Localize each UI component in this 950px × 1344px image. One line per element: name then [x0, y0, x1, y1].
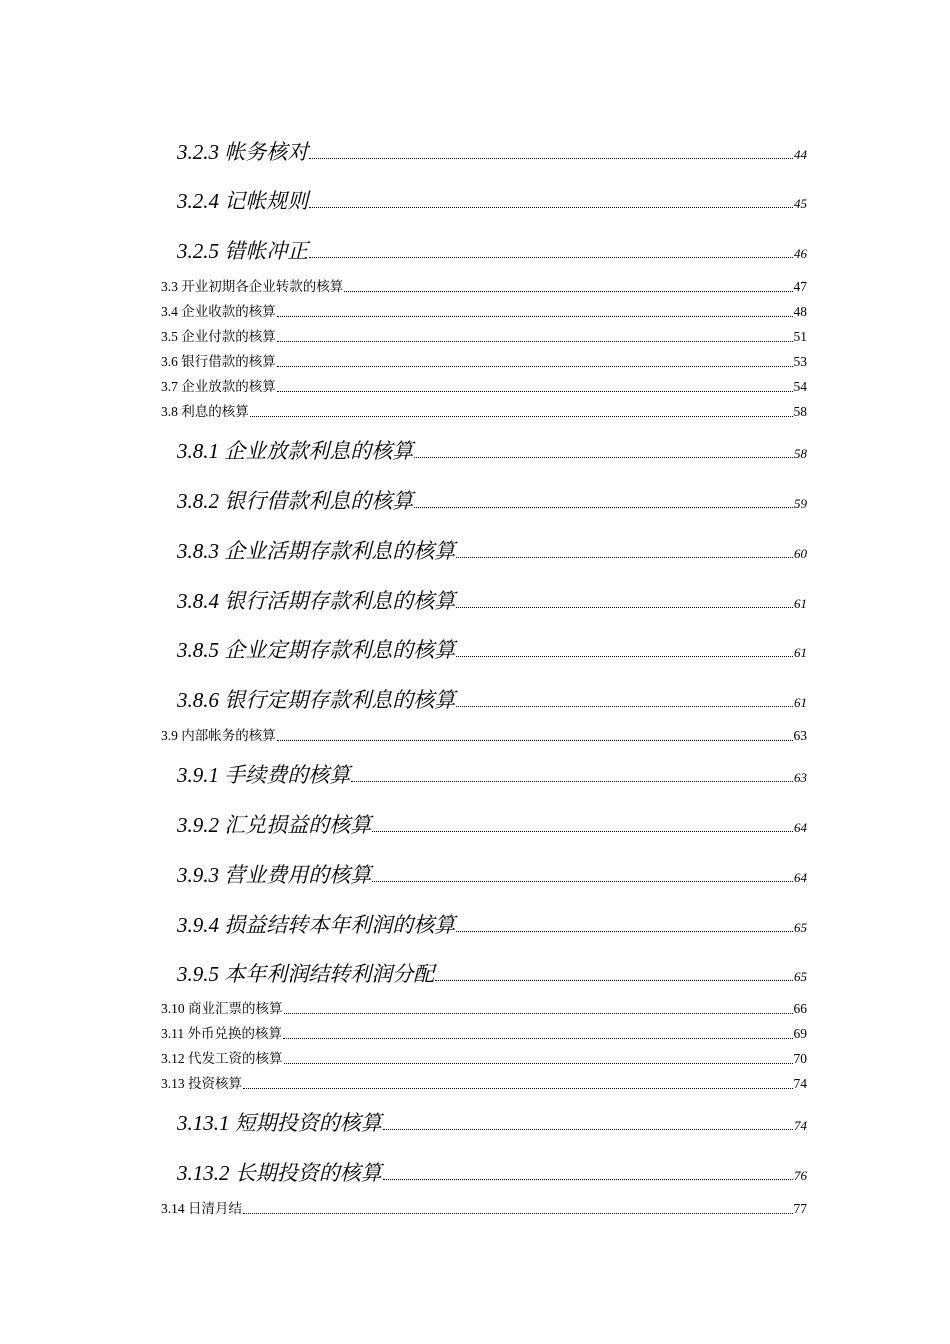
dot-leader [414, 507, 793, 508]
toc-entry-page: 54 [793, 379, 807, 394]
toc-entry-page: 77 [793, 1201, 807, 1216]
toc-entry-page: 44 [794, 147, 807, 162]
dot-leader [435, 980, 793, 981]
toc-entry-title: 营业费用的核算 [224, 863, 372, 887]
dot-leader [456, 656, 793, 657]
toc-entry-title: 帐务核对 [224, 140, 309, 164]
toc-entry-title: 内部帐务的核算 [181, 728, 276, 743]
toc-entry-page: 65 [794, 969, 807, 984]
toc-entry-title: 银行借款利息的核算 [224, 489, 414, 513]
dot-leader [456, 557, 793, 558]
toc-entry-3-8-2[interactable] [177, 485, 807, 513]
toc-entry-3-8-1[interactable] [177, 435, 807, 463]
dot-leader [309, 257, 793, 258]
toc-entry-page: 65 [794, 920, 807, 935]
toc-entry-3-3[interactable] [161, 277, 807, 295]
toc-entry-number: 3.8 [161, 404, 178, 419]
toc-entry-3-8-3[interactable] [177, 535, 807, 563]
toc-entry-number: 3.9.2 [177, 813, 219, 837]
toc-entry-page: 48 [793, 304, 807, 319]
dot-leader [351, 781, 793, 782]
toc-entry-page: 61 [794, 645, 807, 660]
toc-entry-3-8-5[interactable] [177, 634, 807, 662]
toc-entry-3-6[interactable] [161, 352, 807, 370]
dot-leader [456, 931, 793, 932]
toc-entry-3-10[interactable] [161, 999, 807, 1017]
toc-entry-title: 长期投资的核算 [234, 1161, 382, 1185]
toc-entry-title: 商业汇票的核算 [188, 1001, 283, 1016]
toc-entry-number: 3.13.1 [177, 1111, 230, 1135]
toc-entry-page: 47 [793, 279, 807, 294]
toc-entry-title: 利息的核算 [181, 404, 249, 419]
toc-entry-title: 外币兑换的核算 [187, 1026, 282, 1041]
dot-leader [309, 158, 793, 159]
toc-entry-number: 3.10 [161, 1001, 185, 1016]
toc-entry-number: 3.9.5 [177, 962, 219, 986]
toc-entry-title: 短期投资的核算 [234, 1111, 382, 1135]
toc-entry-page: 66 [793, 1001, 807, 1016]
toc-entry-title: 代发工资的核算 [188, 1051, 283, 1066]
toc-entry-number: 3.8.2 [177, 489, 219, 513]
toc-entry-number: 3.8.4 [177, 589, 219, 613]
toc-entry-page: 60 [794, 546, 807, 561]
toc-entry-title: 银行借款的核算 [181, 354, 276, 369]
toc-entry-title: 日清月结 [188, 1201, 242, 1216]
toc-entry-page: 74 [794, 1118, 807, 1133]
toc-entry-page: 74 [793, 1076, 807, 1091]
toc-entry-page: 51 [793, 329, 807, 344]
toc-entry-3-9-1[interactable] [177, 759, 807, 787]
dot-leader [383, 1129, 793, 1130]
toc-entry-3-12[interactable] [161, 1049, 807, 1067]
toc-entry-number: 3.2.5 [177, 239, 219, 263]
toc-entry-page: 64 [794, 870, 807, 885]
toc-entry-page: 63 [793, 728, 807, 743]
toc-entry-number: 3.6 [161, 354, 178, 369]
toc-entry-page: 69 [793, 1026, 807, 1041]
toc-entry-3-9[interactable] [161, 726, 807, 744]
toc-entry-page: 58 [793, 404, 807, 419]
dot-leader [283, 1038, 793, 1039]
toc-entry-page: 59 [794, 496, 807, 511]
toc-entry-number: 3.9.3 [177, 863, 219, 887]
toc-entry-title: 手续费的核算 [224, 763, 351, 787]
toc-entry-number: 3.9.4 [177, 913, 219, 937]
toc-entry-number: 3.8.1 [177, 439, 219, 463]
dot-leader [277, 391, 793, 392]
dot-leader [277, 366, 793, 367]
toc-entry-number: 3.12 [161, 1051, 185, 1066]
toc-entry-number: 3.13 [161, 1076, 185, 1091]
toc-entry-page: 53 [793, 354, 807, 369]
toc-entry-number: 3.8.3 [177, 539, 219, 563]
toc-entry-page: 61 [794, 596, 807, 611]
dot-leader [277, 740, 793, 741]
toc-entry-number: 3.14 [161, 1201, 185, 1216]
dot-leader [383, 1179, 793, 1180]
dot-leader [372, 881, 793, 882]
toc-entry-number: 3.3 [161, 279, 178, 294]
dot-leader [243, 1088, 793, 1089]
toc-entry-page: 76 [794, 1168, 807, 1183]
toc-entry-number: 3.2.4 [177, 189, 219, 213]
toc-entry-3-5[interactable] [161, 327, 807, 345]
toc-entry-page: 70 [793, 1051, 807, 1066]
toc-entry-title: 企业收款的核算 [181, 304, 276, 319]
toc-entry-title: 汇兑损益的核算 [224, 813, 372, 837]
toc-entry-title: 开业初期各企业转款的核算 [181, 279, 344, 294]
toc-entry-title: 错帐冲正 [224, 239, 309, 263]
dot-leader [277, 316, 793, 317]
toc-entry-title: 损益结转本年利润的核算 [224, 913, 456, 937]
toc-entry-3-11[interactable] [161, 1024, 807, 1042]
toc-entry-title: 企业放款利息的核算 [224, 439, 414, 463]
toc-entry-3-7[interactable] [161, 377, 807, 395]
toc-entry-page: 64 [794, 820, 807, 835]
toc-entry-3-8-4[interactable] [177, 585, 807, 613]
toc-entry-3-8[interactable] [161, 402, 807, 420]
toc-entry-3-2-5[interactable] [177, 235, 807, 263]
toc-entry-number: 3.7 [161, 379, 182, 394]
toc-entry-3-4[interactable] [161, 302, 807, 320]
toc-entry-title: 银行活期存款利息的核算 [224, 589, 456, 613]
toc-entry-3-2-3[interactable] [177, 136, 807, 164]
toc-entry-number: 3.4 [161, 304, 178, 319]
toc-entry-title: 企业放款的核算 [181, 379, 276, 394]
dot-leader [250, 416, 793, 417]
dot-leader [344, 291, 792, 292]
toc-entry-title: 企业活期存款利息的核算 [224, 539, 456, 563]
toc-entry-page: 61 [794, 695, 807, 710]
dot-leader [243, 1213, 793, 1214]
dot-leader [309, 207, 793, 208]
toc-entry-number: 3.9.1 [177, 763, 219, 787]
toc-entry-title: 企业定期存款利息的核算 [224, 638, 456, 662]
toc-entry-number: 3.8.5 [177, 638, 219, 662]
dot-leader [284, 1013, 793, 1014]
toc-entry-title: 投资核算 [188, 1076, 242, 1091]
toc-entry-title: 本年利润结转利润分配 [224, 962, 435, 986]
toc-entry-number: 3.8.6 [177, 688, 219, 712]
toc-entry-number: 3.11 [161, 1026, 185, 1041]
toc-entry-number: 3.2.3 [177, 140, 219, 164]
toc-entry-page: 45 [794, 196, 807, 211]
dot-leader [372, 831, 793, 832]
toc-entry-title: 企业付款的核算 [181, 329, 276, 344]
toc-entry-page: 63 [794, 770, 807, 785]
toc-entry-3-9-4[interactable] [177, 909, 807, 937]
toc-entry-page: 46 [794, 246, 807, 261]
toc-entry-3-13[interactable] [161, 1074, 807, 1092]
toc-entry-3-2-4[interactable] [177, 185, 807, 213]
toc-entry-3-14[interactable] [161, 1199, 807, 1217]
dot-leader [277, 341, 793, 342]
dot-leader [456, 607, 793, 608]
toc-entry-page: 58 [794, 446, 807, 461]
toc-entry-number: 3.9 [161, 728, 182, 743]
toc-entry-title: 记帐规则 [224, 189, 309, 213]
dot-leader [456, 706, 793, 707]
toc-entry-3-13-2[interactable] [177, 1157, 807, 1185]
dot-leader [414, 457, 793, 458]
toc-entry-number: 3.13.2 [177, 1161, 230, 1185]
toc-entry-3-8-6[interactable] [177, 684, 807, 712]
toc-entry-3-9-3[interactable] [177, 859, 807, 887]
dot-leader [284, 1063, 793, 1064]
toc-entry-3-13-1[interactable] [177, 1107, 807, 1135]
toc-entry-3-9-2[interactable] [177, 809, 807, 837]
toc-entry-title: 银行定期存款利息的核算 [224, 688, 456, 712]
toc-entry-3-9-5[interactable] [177, 958, 807, 986]
toc-entry-number: 3.5 [161, 329, 178, 344]
